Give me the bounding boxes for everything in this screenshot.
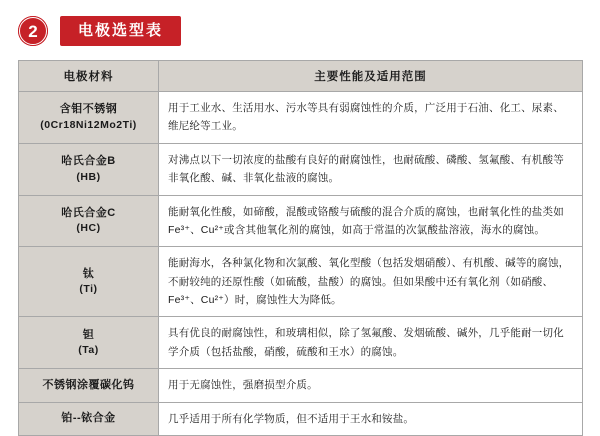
cell-material <box>19 247 159 317</box>
material-name: 铂--铱合金 <box>61 412 116 425</box>
cell-description: 具有优良的耐腐蚀性，和玻璃相似，除了氢氟酸、发烟硫酸、碱外，几乎能耐一切化学介质（包括盐酸，硝酸，硫酸和王水）的腐蚀。 <box>159 317 583 369</box>
table-body <box>19 92 583 436</box>
cell-description: 几乎适用于所有化学物质，但不适用于王水和铵盐。 <box>159 402 583 435</box>
page-header <box>18 14 582 48</box>
cell-description: 对沸点以下一切浓度的盐酸有良好的耐腐蚀性，也耐硫酸、磷酸、氢氟酸、有机酸等非氧化酸、碱、非氧化盐液的腐蚀。 <box>159 143 583 195</box>
table-row <box>19 92 583 144</box>
table-row <box>19 369 583 402</box>
material-name: 哈氏合金B <box>61 155 116 167</box>
material-code: (Ti) <box>79 283 98 296</box>
table-row <box>19 143 583 195</box>
table-row <box>19 402 583 435</box>
cell-material <box>19 369 159 402</box>
material-code: (Ta) <box>78 344 99 357</box>
column-header-description: 主要性能及适用范围 <box>159 61 583 92</box>
cell-material <box>19 317 159 369</box>
material-code: (HB) <box>76 170 101 183</box>
cell-description: 用于无腐蚀性，强磨损型介质。 <box>159 369 583 402</box>
section-number-badge <box>18 16 48 46</box>
table-header-row <box>19 61 583 92</box>
cell-material <box>19 92 159 144</box>
section-number-text: 2 <box>19 17 47 45</box>
material-name: 钛 <box>82 267 95 280</box>
table-row <box>19 195 583 247</box>
cell-description: 能耐海水，各种氯化物和次氯酸、氧化型酸（包括发烟硝酸）、有机酸、碱等的腐蚀，不耐较纯的还原性酸（如硫酸，盐酸）的腐蚀。但如果酸中还有氧化剂（如硝酸、Fe³⁺、Cu²⁺）时，腐蚀性大为降低。 <box>159 247 583 317</box>
material-name: 含钼不锈钢 <box>59 103 118 116</box>
material-name: 哈氏合金C <box>61 206 116 219</box>
cell-description: 能耐氧化性酸，如碲酸，混酸或铬酸与硫酸的混合介质的腐蚀，也耐氧化性的盐类如Fe³⁺、Cu²⁺或含其他氧化剂的腐蚀，如高于常温的次氯酸盐溶液，海水的腐蚀。 <box>159 195 583 247</box>
material-name: 钽 <box>82 328 95 341</box>
cell-description: 用于工业水、生活用水、污水等具有弱腐蚀性的介质，广泛用于石油、化工、尿素、维尼纶等工业。 <box>159 92 583 144</box>
material-code: (0Cr18Ni12Mo2Ti) <box>40 118 137 131</box>
cell-material <box>19 195 159 247</box>
cell-material <box>19 143 159 195</box>
material-code: (HC) <box>76 222 101 235</box>
table-row <box>19 247 583 317</box>
column-header-material: 电极材料 <box>19 61 159 92</box>
electrode-selection-table <box>18 60 583 436</box>
cell-material <box>19 402 159 435</box>
material-name: 不锈钢涂覆碳化钨 <box>42 379 135 392</box>
page-title: 电极选型表 <box>60 16 181 47</box>
table-row <box>19 317 583 369</box>
